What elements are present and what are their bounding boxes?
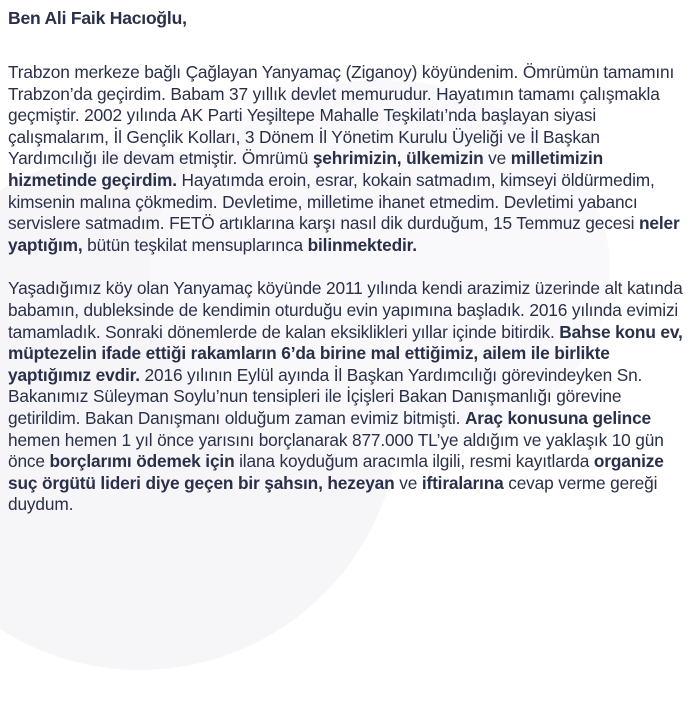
text-run: ve — [394, 472, 422, 493]
bold-text-run: iftiralarına — [421, 472, 504, 493]
letter-paragraph-2 — [8, 278, 690, 516]
bold-text-run: neler yaptığım, — [8, 213, 680, 255]
text-run: 2016 yılının Eylül ayında İl Başkan Yardımcılığı görevindeyken Sn. Bakanımız Süleyman Soylu’nun tensipleri ile İçişleri Bakan Danışmanlığı görevine getirildim. Bakan Danışmanı olduğum zaman evimiz bitmişti. — [8, 364, 643, 428]
bold-text-run: Araç konusuna gelince — [464, 407, 652, 428]
bold-text-run: borçlarımı ödemek için — [49, 451, 235, 472]
text-run: cevap verme gereği duydum. — [8, 472, 658, 515]
text-run: ilana koyduğum aracımla ilgili, resmi kayıtlarda — [234, 451, 594, 472]
letter-salutation: Ben Ali Faik Hacıoğlu, — [8, 8, 187, 28]
letter-body — [8, 0, 690, 516]
text-run: bütün teşkilat mensuplarınca — [82, 234, 308, 255]
bold-text-run: organize suç örgütü lideri diye geçen bir şahsın, hezeyan — [8, 451, 664, 493]
text-run: Yaşadığımız köy olan Yanyamaç köyünde 2011 yılında kendi arazimiz üzerinde alt katında babamın, dubleksinde de kendimin oturduğu evin yapımına başladık. 2016 yılında evimizi tamamladık. Sonraki dönemlerde de kalan eksiklikleri yıllar içinde bitirdik. — [8, 278, 683, 342]
text-run: Trabzon merkeze bağlı Çağlayan Yanyamaç (Ziganoy) köyündenim. Ömrümün tamamını Trabzon’da geçirdim. Babam 37 yıllık devlet memurudur. Hayatımın tamamı çalışmakla geçmiştir. 2002 yılında AK Parti Yeşiltepe Mahalle Teşkilatı’nda başlayan siyasi çalışmalarım, İl Gençlik Kolları, 3 Dönem İl Yönetim Kurulu Üyeliği ve İl Başkan Yardımcılığı ile devam etmiştir. Ömrümü — [8, 62, 675, 169]
letter-paragraph-1 — [8, 62, 690, 256]
bold-text-run: milletimizin hizmetinde geçirdim. — [8, 148, 604, 190]
bold-text-run: şehrimizin, ülkemizin — [312, 148, 484, 169]
text-run: hemen hemen 1 yıl önce yarısını borçlanarak 877.000 TL’ye aldığım ve yaklaşık 10 gün önce — [8, 429, 664, 472]
text-run: Hayatımda eroin, esrar, kokain satmadım, kimseyi öldürmedim, kimsenin malına çökmedim. Devletime, milletime ihanet etmedim. Devletimi yabancı servislere satmadım. FETÖ artıklarına karşı nasıl dik durduğum, 15 Temmuz gecesi — [8, 169, 655, 234]
text-run: ve — [483, 148, 511, 169]
bold-text-run: Bahse konu ev, müptezelin ifade ettiği rakamların 6’da birine mal ettiğimiz, ailem ile birlikte yaptığımız evdir. — [8, 321, 683, 385]
bold-text-run: bilinmektedir. — [307, 234, 417, 255]
